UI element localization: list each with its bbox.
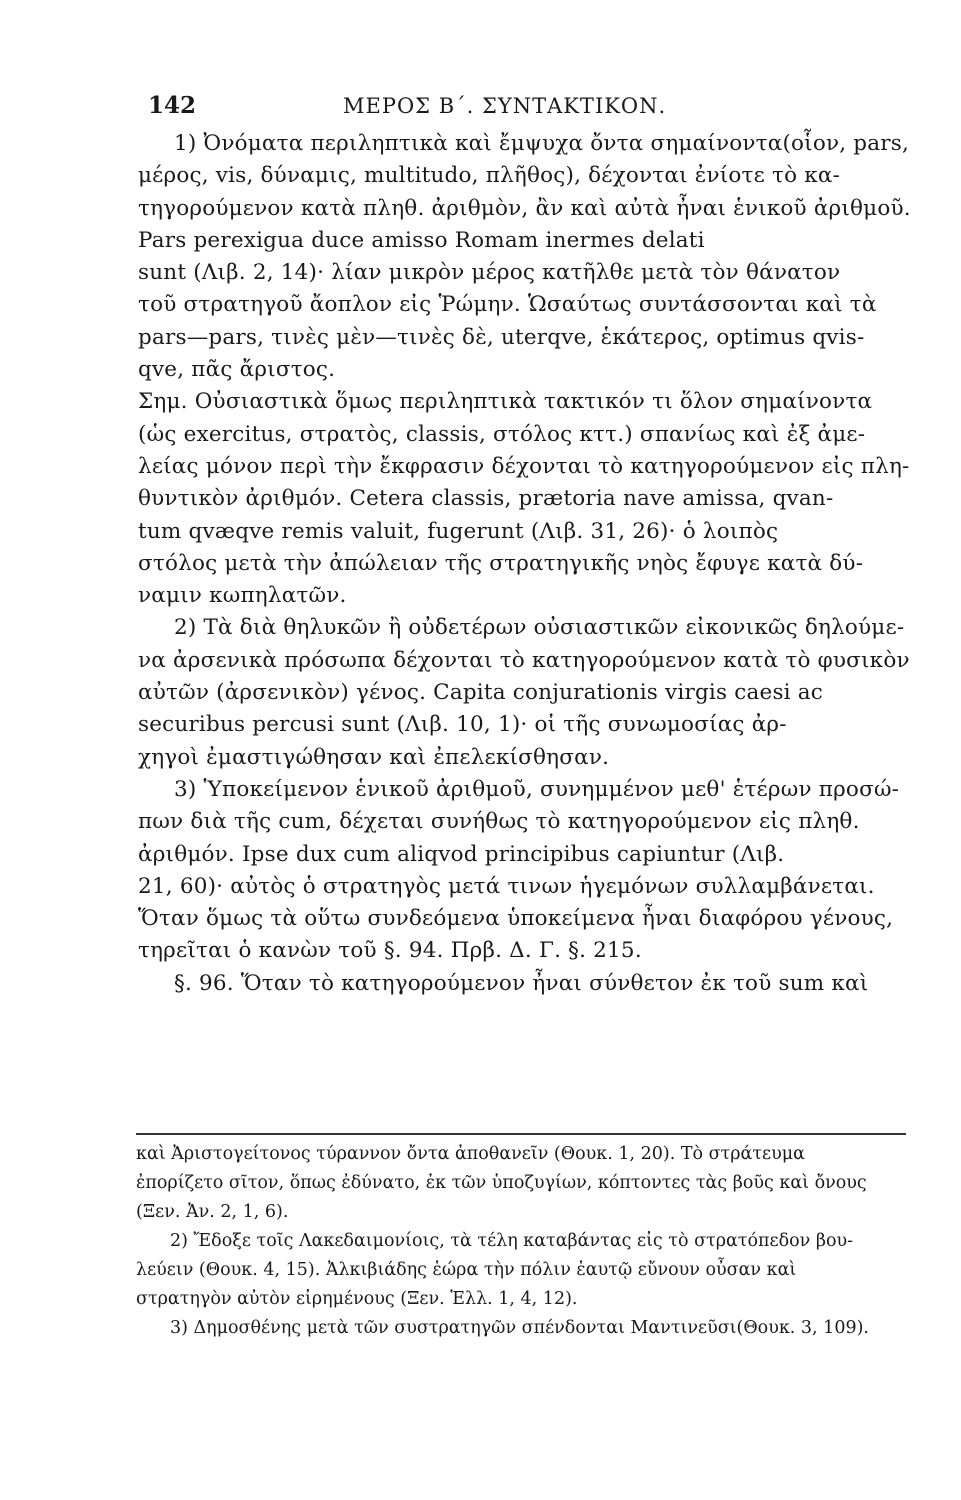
text-line: τηρεῖται ὁ κανὼν τοῦ §. 94. Πρβ. Δ. Γ. §. 215. bbox=[138, 938, 642, 964]
text-line: στόλος μετὰ τὴν ἀπώλειαν τῆς στρατηγικῆς νηὸς ἔφυγε κατὰ δύ- bbox=[138, 550, 864, 576]
text-line: tum qvæqve remis valuit, fugerunt (Λιβ. 31, 26)· ὁ λοιπὸς bbox=[138, 518, 779, 544]
text-line: θυντικὸν ἀριθμόν. Cetera classis, prætoria nave amissa, qvan- bbox=[138, 486, 834, 512]
text-line: §. 96. Ὅταν τὸ κατηγορούμενον ἦναι σύνθετον ἐκ τοῦ sum καὶ bbox=[174, 970, 869, 996]
text-line: ναμιν κωπηλατῶν. bbox=[138, 583, 347, 609]
text-line: τηγορούμενον κατὰ πληθ. ἀριθμὸν, ἂν καὶ αὐτὰ ἦναι ἑνικοῦ ἀριθμοῦ. bbox=[138, 195, 911, 221]
running-head: ΜΕΡΟΣ Β΄. ΣΥΝΤΑΚΤΙΚΟΝ. bbox=[343, 94, 667, 118]
text-line: securibus percusi sunt (Λιβ. 10, 1)· οἱ τῆς συνωμοσίας ἀρ- bbox=[138, 712, 787, 738]
text-line: qve, πᾶς ἄριστος. bbox=[138, 357, 336, 383]
page-number: 142 bbox=[148, 92, 197, 119]
text-line: ἀριθμόν. Ipse dux cum aliqvod principibus capiuntur (Λιβ. bbox=[138, 841, 785, 867]
body-text bbox=[138, 128, 922, 1000]
text-line: Σημ. Οὐσιαστικὰ ὅμως περιληπτικὰ τακτικόν τι ὅλον σημαίνοντα bbox=[138, 389, 873, 415]
text-line: pars—pars, τινὲς μὲν—τινὲς δὲ, uterqve, ἑκάτερος, optimus qvis- bbox=[138, 324, 865, 350]
footnote-line: στρατηγὸν αὐτὸν εἰρημένους (Ξεν. Ἑλλ. 1, 4, 12). bbox=[136, 1289, 578, 1309]
text-line: (ὡς exercitus, στρατὸς, classis, στόλος κττ.) σπανίως καὶ ἐξ ἀμε- bbox=[138, 421, 866, 447]
text-line: 21, 60)· αὐτὸς ὁ στρατηγὸς μετά τινων ἡγεμόνων συλλαμβάνεται. bbox=[138, 873, 875, 899]
text-line: μέρος, vis, δύναμις, multitudo, πλῆθος), δέχονται ἐνίοτε τὸ κα- bbox=[138, 163, 841, 189]
footnote-divider bbox=[136, 1133, 906, 1135]
text-line: να ἀρσενικὰ πρόσωπα δέχονται τὸ κατηγορούμενον κατὰ τὸ φυσικὸν bbox=[138, 647, 910, 673]
footnotes bbox=[136, 1140, 916, 1343]
page-header bbox=[148, 92, 918, 126]
footnote-line: λεύειν (Θουκ. 4, 15). Ἀλκιβιάδης ἑώρα τὴν πόλιν ἑαυτῷ εὔνουν οὖσαν καὶ bbox=[136, 1260, 797, 1280]
footnote-line: 3) Δημοσθένης μετὰ τῶν συστρατηγῶν σπένδονται Μαντινεῦσι(Θουκ. 3, 109). bbox=[170, 1318, 869, 1338]
text-line: αὐτῶν (ἀρσενικὸν) γένος. Capita conjurationis virgis caesi ac bbox=[138, 680, 824, 706]
footnote-line: καὶ Ἀριστογείτονος τύραννον ὄντα ἀποθανεῖν (Θουκ. 1, 20). Τὸ στράτευμα bbox=[136, 1144, 805, 1164]
text-line: χηγοὶ ἐμαστιγώθησαν καὶ ἐπελεκίσθησαν. bbox=[138, 744, 610, 770]
footnote-line: ἐπορίζετο σῖτον, ὅπως ἐδύνατο, ἐκ τῶν ὑποζυγίων, κόπτοντες τὰς βοῦς καὶ ὄνους bbox=[136, 1173, 867, 1193]
text-line: πων διὰ τῆς cum, δέχεται συνήθως τὸ κατηγορούμενον εἰς πληθ. bbox=[138, 809, 860, 835]
text-line: τοῦ στρατηγοῦ ἄοπλον εἰς Ῥώμην. Ὡσαύτως συντάσσονται καὶ τὰ bbox=[138, 292, 877, 318]
text-line: λείας μόνον περὶ τὴν ἔκφρασιν δέχονται τὸ κατηγορούμενον εἰς πλη- bbox=[138, 453, 910, 479]
text-line: sunt (Λιβ. 2, 14)· λίαν μικρὸν μέρος κατῆλθε μετὰ τὸν θάνατον bbox=[138, 260, 841, 286]
text-line: Pars perexigua duce amisso Romam inermes delati bbox=[138, 227, 705, 253]
text-line: 3) Ὑποκείμενον ἑνικοῦ ἀριθμοῦ, συνημμένον μεθ' ἑτέρων προσώ- bbox=[174, 776, 900, 802]
text-line: 1) Ὀνόματα περιληπτικὰ καὶ ἔμψυχα ὄντα σημαίνοντα(οἷον, pars, bbox=[174, 131, 910, 156]
text-line: Ὅταν ὅμως τὰ οὕτω συνδεόμενα ὑποκείμενα ἦναι διαφόρου γένους, bbox=[138, 906, 894, 932]
footnote-line: 2) Ἔδοξε τοῖς Λακεδαιμονίοις, τὰ τέλη καταβάντας εἰς τὸ στρατόπεδον βου- bbox=[170, 1231, 854, 1251]
text-line: 2) Τὰ διὰ θηλυκῶν ἢ οὐδετέρων οὐσιαστικῶν εἰκονικῶς δηλούμε- bbox=[174, 615, 905, 641]
footnote-line: (Ξεν. Ἀν. 2, 1, 6). bbox=[136, 1202, 289, 1222]
